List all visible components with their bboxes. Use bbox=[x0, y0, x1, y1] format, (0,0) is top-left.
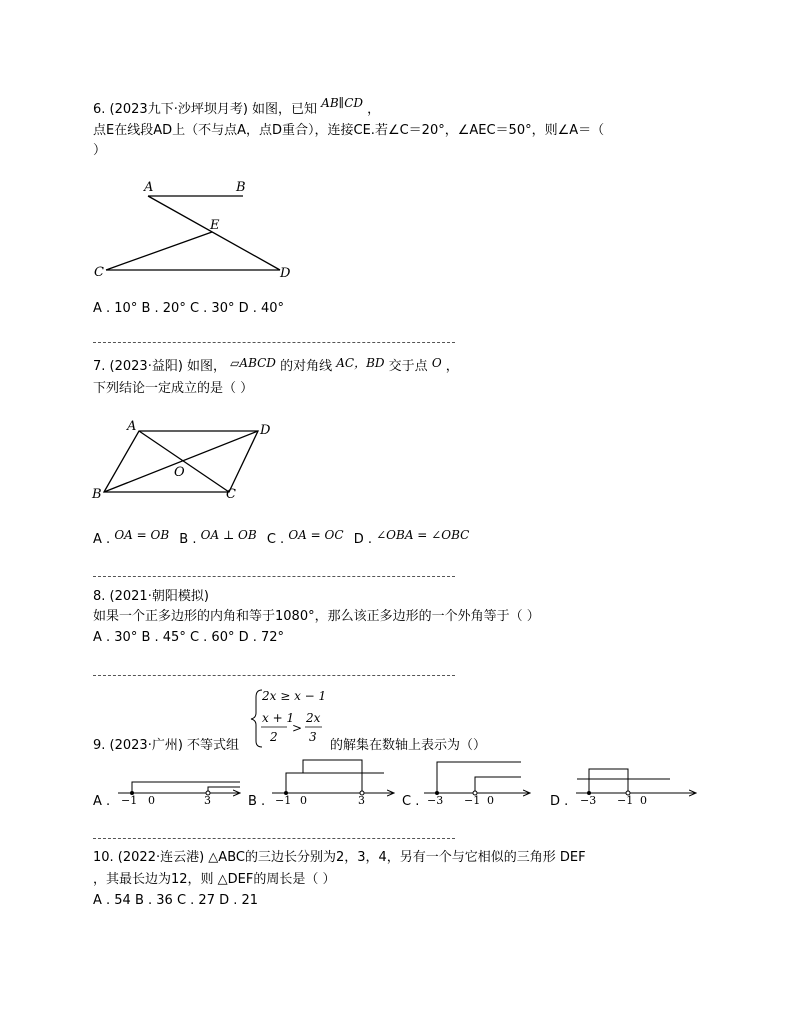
q9-c-tick-2: −1 bbox=[464, 794, 481, 807]
q10-line2: ，其最长边为12，则 △DEF的周长是（ ） bbox=[93, 872, 336, 887]
q9-b-tick-1: −1 bbox=[275, 794, 292, 807]
q7-label-d: D bbox=[260, 423, 271, 438]
q7-options: A . OA = OB B . OA ⊥ OB C . OA = OC D . ∠OBA = ∠OBC bbox=[93, 528, 470, 547]
q9-frac2-num: 2x bbox=[306, 711, 321, 725]
q10-options: A . 54 B . 36 C . 27 D . 21 bbox=[93, 893, 259, 908]
q6-label-a: A bbox=[144, 180, 154, 195]
q9-opt-b: B . bbox=[248, 794, 266, 809]
q9-b-seg bbox=[303, 760, 362, 793]
q9-stem-tail: 的解集在数轴上表示为（） bbox=[330, 738, 487, 753]
q9-d-tick-1: −3 bbox=[580, 794, 597, 807]
q6-line2: 点E在线段AD上（不与点A，点D重合），连接CE.若∠C＝20°，∠AEC＝50°，则∠A＝（ bbox=[93, 123, 605, 138]
q7-line2: 下列结论一定成立的是（ ） bbox=[93, 381, 254, 396]
q9-stem: 9. (2023·广州) 不等式组 bbox=[93, 738, 240, 753]
q6-label-b: B bbox=[236, 180, 246, 195]
q9-b-tick-3: 3 bbox=[358, 794, 365, 807]
q9-frac1-num: x + 1 bbox=[262, 711, 295, 725]
q6-label-c: C bbox=[94, 265, 104, 280]
q9-a-tick-2: 0 bbox=[148, 794, 155, 807]
q9-frac1-den: 2 bbox=[270, 730, 278, 744]
q6-label-e: E bbox=[210, 218, 220, 233]
q6-options: A . 10° B . 20° C . 30° D . 40° bbox=[93, 301, 285, 316]
q6-line3: ） bbox=[93, 143, 107, 158]
q9-b-tick-2: 0 bbox=[300, 794, 307, 807]
separator-4 bbox=[93, 838, 455, 839]
q9-b-ray bbox=[286, 773, 384, 793]
q9-frac2-den: 3 bbox=[309, 730, 317, 744]
q9-gt: > bbox=[292, 721, 303, 735]
q9-opt-d: D . bbox=[550, 794, 569, 809]
q9-a-tick-1: −1 bbox=[121, 794, 138, 807]
q6-parallel-math: AB∥CD bbox=[321, 96, 364, 110]
q9-opt-a: A . bbox=[93, 794, 111, 809]
q9-d-tick-2: −1 bbox=[617, 794, 634, 807]
q7-label-b: B bbox=[92, 487, 102, 502]
q9-d-seg bbox=[589, 769, 628, 793]
q8-options: A . 30° B . 45° C . 60° D . 72° bbox=[93, 630, 285, 645]
q9-ineq-1: 2x ≥ x − 1 bbox=[262, 689, 327, 703]
q9-c-ray bbox=[475, 777, 521, 793]
q9-opt-c: C . bbox=[402, 794, 420, 809]
q8-line2: 如果一个正多边形的内角和等于1080°，那么该正多边形的一个外角等于（ ） bbox=[93, 609, 540, 624]
q9-d-tick-3: 0 bbox=[640, 794, 647, 807]
q9-a-tick-3: 3 bbox=[204, 794, 211, 807]
q9-c-tick-3: 0 bbox=[487, 794, 494, 807]
q8-stem: 8. (2021·朝阳模拟) bbox=[93, 589, 209, 604]
q6-stem: 6. (2023九下·沙坪坝月考) 如图，已知 AB∥CD ， bbox=[93, 96, 381, 117]
q7-stem: 7. (2023·益阳) 如图， ▱ABCD 的对角线 AC，BD 交于点 O ， bbox=[93, 356, 459, 374]
q6-label-d: D bbox=[280, 266, 291, 281]
q7-label-a: A bbox=[127, 419, 137, 434]
q10-line1: 10. (2022·连云港) △ABC的三边长分别为2，3，4，另有一个与它相似的三角形 DEF bbox=[93, 850, 586, 865]
q9-a-ray2 bbox=[208, 787, 240, 793]
q7-label-c: C bbox=[226, 487, 236, 502]
q7-label-o: O bbox=[174, 465, 185, 480]
q9-c-tick-1: −3 bbox=[427, 794, 444, 807]
